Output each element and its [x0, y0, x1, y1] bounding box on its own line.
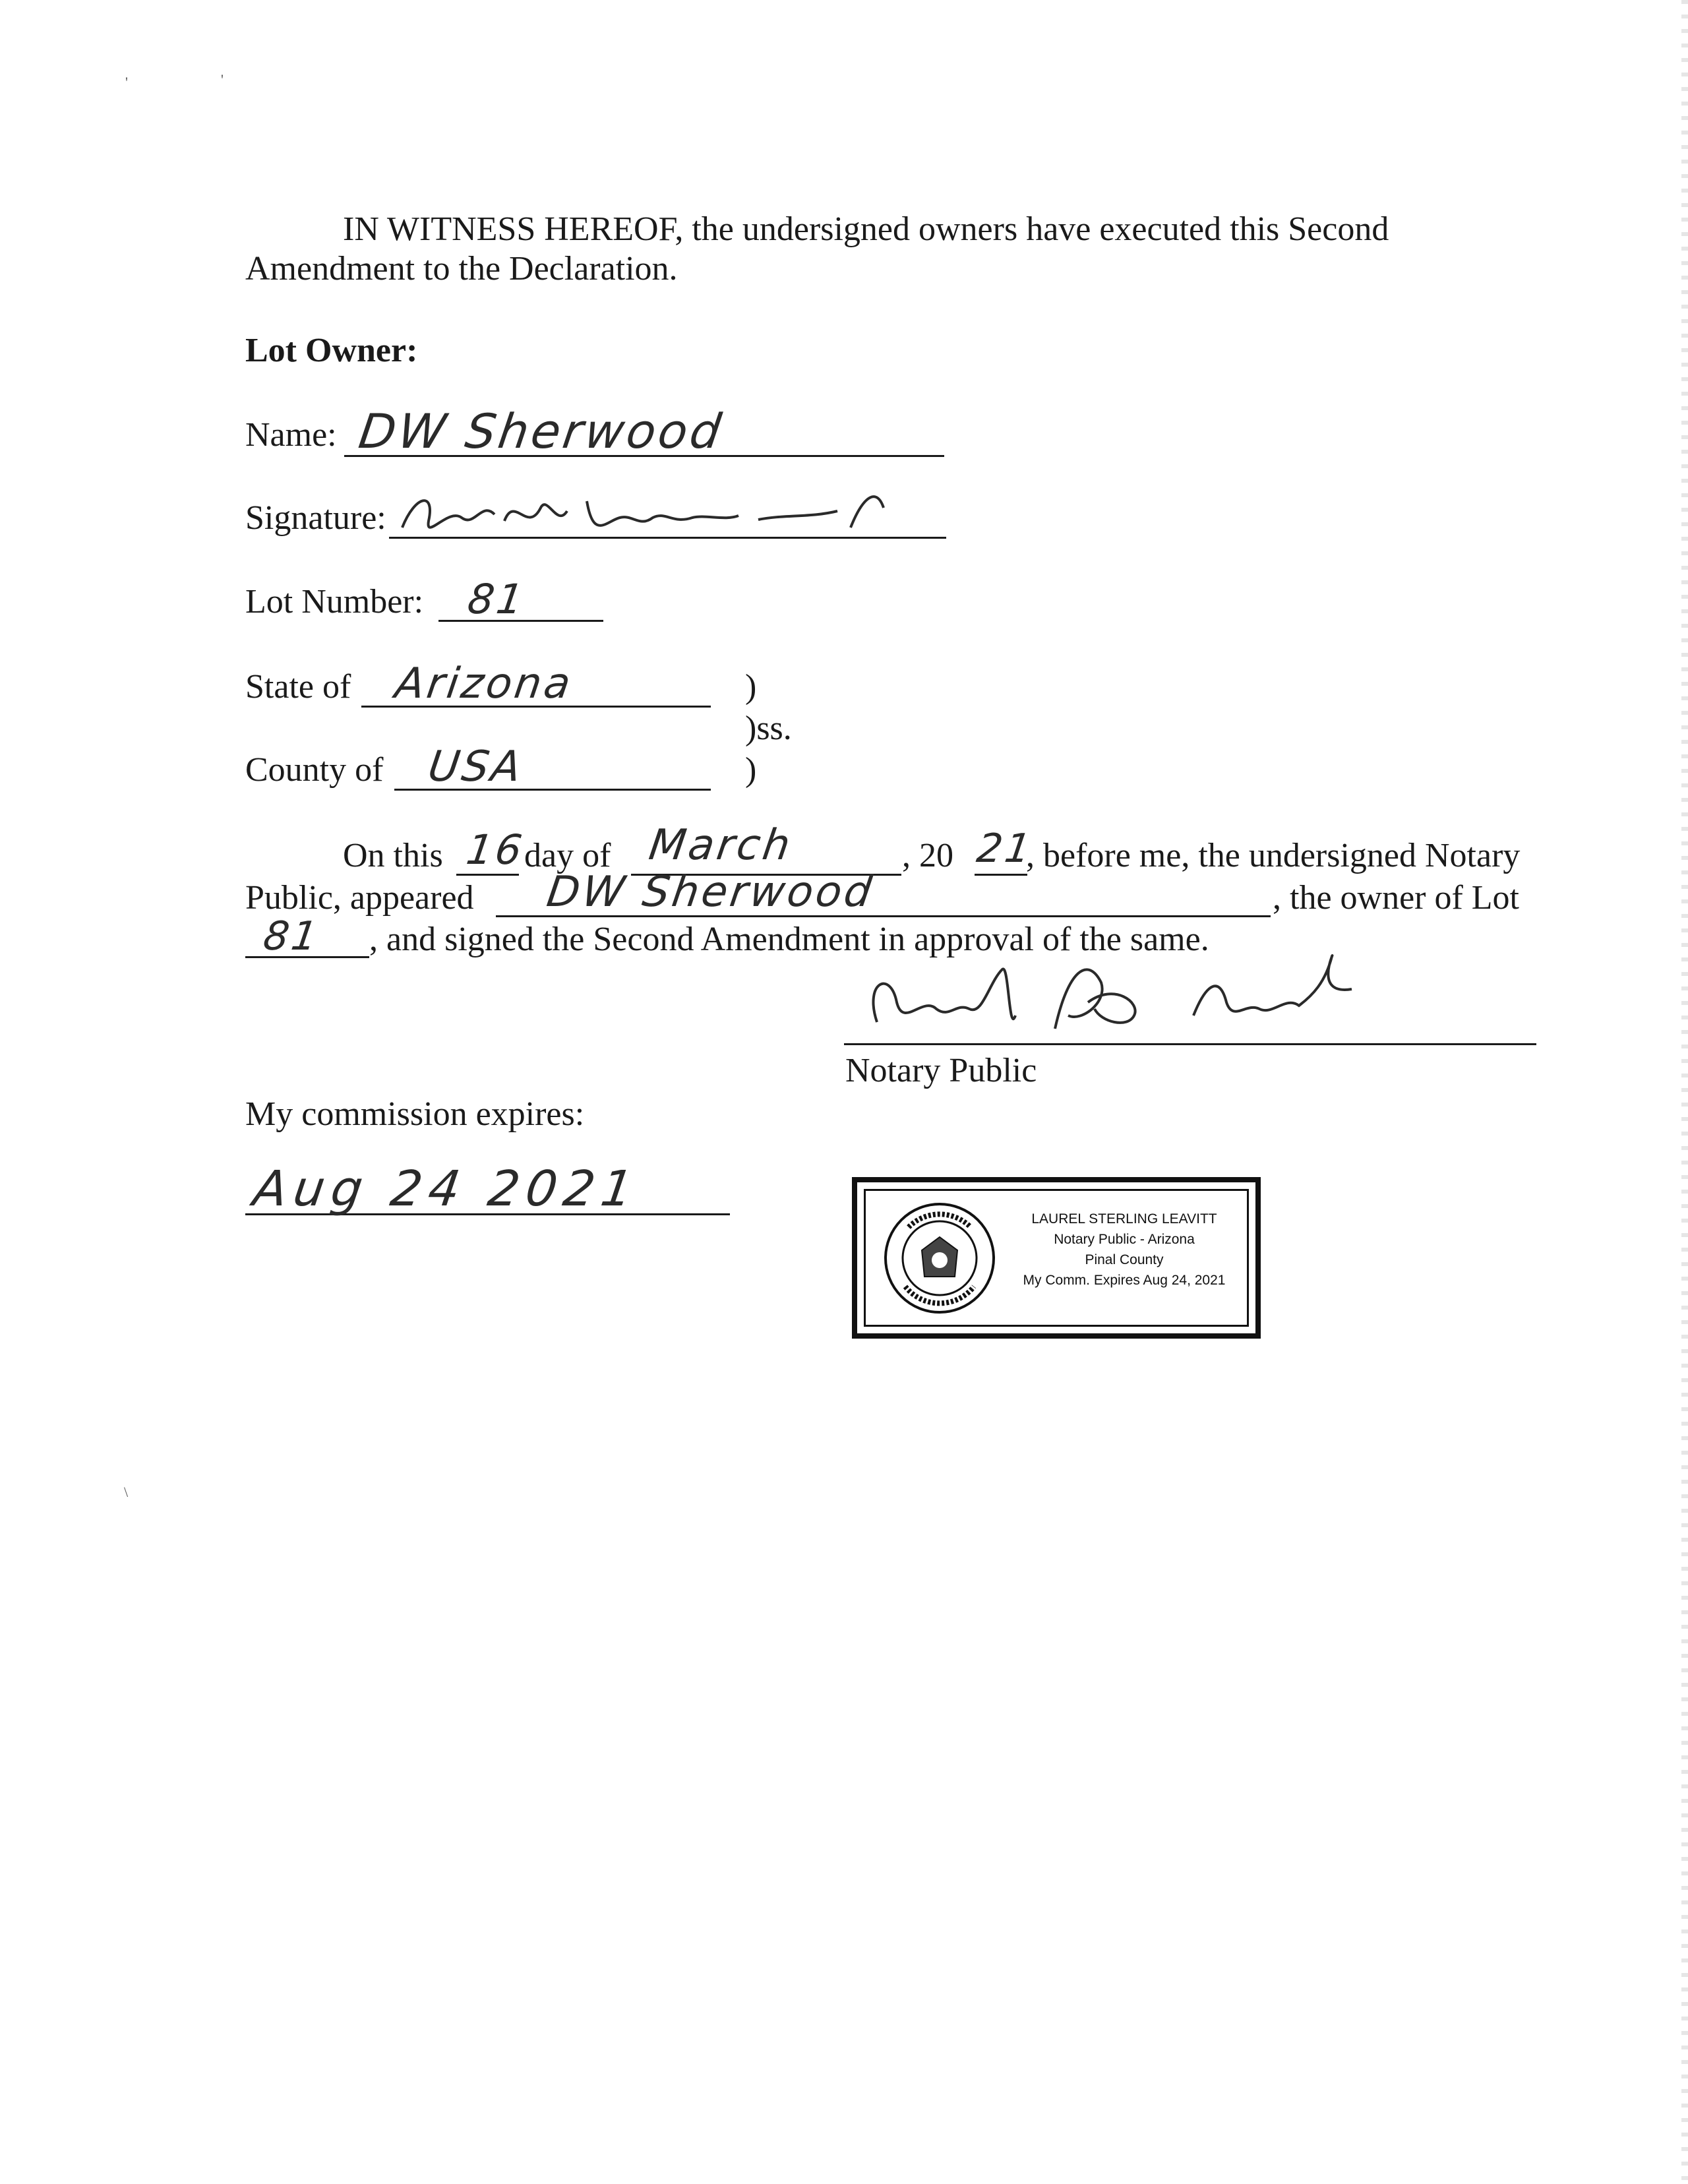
scan-speck: ' [125, 74, 128, 90]
signature-label: Signature: [245, 499, 386, 537]
paren-bottom: ) [745, 751, 757, 789]
commission-label: My commission expires: [245, 1095, 585, 1133]
paren-top: ) [745, 668, 757, 706]
state-label: State of [245, 668, 351, 706]
lot-owner-heading: Lot Owner: [245, 332, 418, 369]
ss-label: )ss. [745, 710, 792, 747]
state-handwriting: Arizona [392, 659, 576, 708]
scan-edge [1681, 0, 1688, 2184]
month-handwriting: March [646, 821, 796, 870]
notary-signature [851, 943, 1391, 1042]
scan-speck: ' [221, 71, 224, 88]
stamp-text-block [1009, 1209, 1240, 1290]
state-seal [882, 1201, 998, 1316]
name-label: Name: [245, 416, 337, 454]
owner-signature [389, 481, 930, 554]
lot-handwriting: 81 [260, 913, 323, 959]
notary-text-owner-of-lot: , the owner of Lot [1273, 879, 1520, 917]
county-label: County of [245, 751, 384, 789]
scan-speck: \ [124, 1484, 129, 1500]
stamp-notary-name: LAUREL STERLING LEAVITT [1031, 1211, 1217, 1227]
lot-number-handwriting: 81 [464, 575, 529, 623]
notary-text-before-me: , before me, the undersigned Notary [1026, 837, 1521, 874]
witness-paragraph-line1: IN WITNESS HEREOF, the undersigned owners have executed this Second [343, 210, 1389, 248]
stamp-expiration: My Comm. Expires Aug 24, 2021 [1023, 1273, 1226, 1288]
appeared-handwriting: DW Sherwood [543, 868, 878, 917]
notary-stamp [852, 1177, 1261, 1339]
county-handwriting: USA [425, 743, 527, 791]
notary-text-day-of: day of [524, 837, 611, 874]
day-line [456, 874, 519, 876]
stamp-notary-title: Notary Public - Arizona [1054, 1232, 1195, 1247]
notary-text-on-this: On this [343, 837, 443, 874]
notary-public-label: Notary Public [845, 1052, 1037, 1089]
witness-paragraph-line2: Amendment to the Declaration. [245, 250, 678, 288]
stamp-county: Pinal County [1085, 1252, 1164, 1267]
notary-text-public-appeared: Public, appeared [245, 879, 474, 917]
commission-handwriting: Aug 24 2021 [249, 1161, 644, 1217]
year-handwriting: 21 [974, 826, 1037, 872]
notary-text-year-prefix: , 20 [902, 837, 953, 874]
notary-signature-line [844, 1043, 1536, 1045]
day-handwriting: 16 [463, 826, 528, 874]
year-line [975, 874, 1027, 876]
lot-number-label: Lot Number: [245, 583, 424, 621]
name-handwriting: DW Sherwood [355, 404, 727, 459]
notary-text-signed: , and signed the Second Amendment in approval of the same. [369, 921, 1209, 958]
